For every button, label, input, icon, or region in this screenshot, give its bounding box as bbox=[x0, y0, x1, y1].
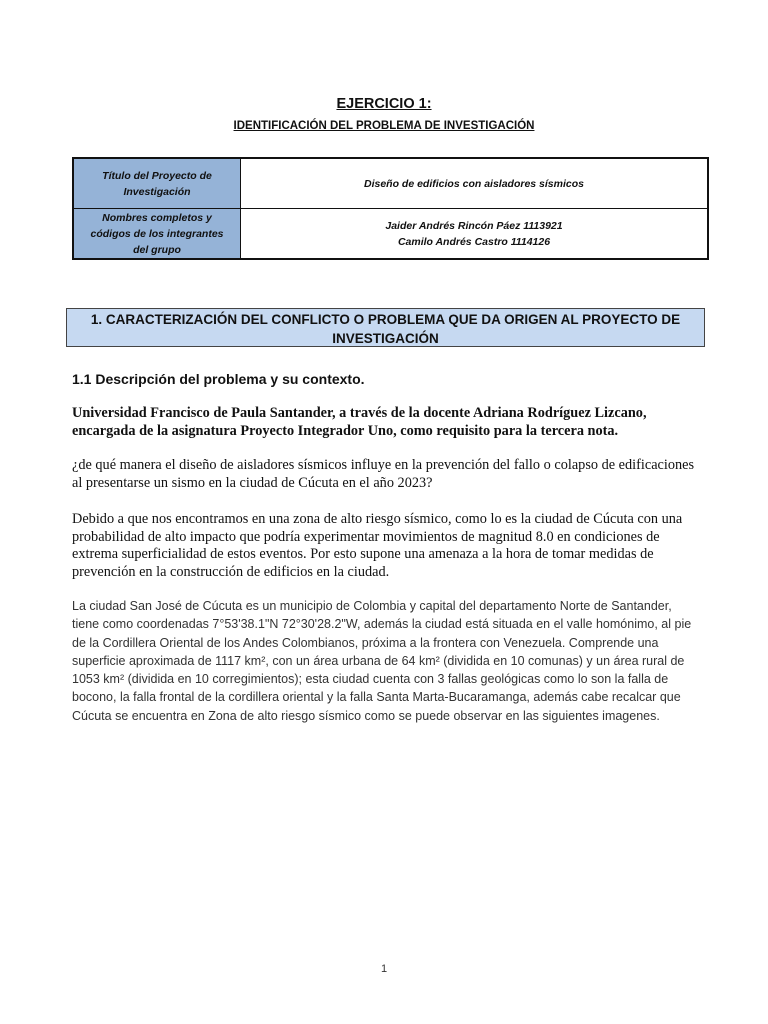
paragraph-research-question: ¿de qué manera el diseño de aisladores sísmicos influye en la prevención del fallo o colapso de edificaciones al presentarse un sismo en la ciudad de Cúcuta en el año 2023? bbox=[72, 457, 695, 491]
section-heading: 1. CARACTERIZACIÓN DEL CONFLICTO O PROBLEMA QUE DA ORIGEN AL PROYECTO DE INVESTIGACIÓN bbox=[66, 308, 705, 347]
paragraph-university: Universidad Francisco de Paula Santander, a través de la docente Adriana Rodríguez Lizcano, encargada de la asignatura Proyecto Integrador Uno, como requisito para la tercera nota. bbox=[72, 405, 647, 439]
paragraph-justification: Debido a que nos encontramos en una zona de alto riesgo sísmico, como lo es la ciudad de Cúcuta con una probabilidad de alto impacto que podría experimentar movimientos de magnitud 8.0 en condiciones de extrema superficialidad de estos eventos. Por esto supone una amenaza a la hora de tomar medidas de prevención en la construcción de edificios en la ciudad. bbox=[72, 511, 683, 580]
members-value: Jaider Andrés Rincón Páez 1113921 Camilo Andrés Castro 1114126 bbox=[241, 209, 709, 260]
page-title: EJERCICIO 1: bbox=[336, 96, 432, 112]
members-label: Nombres completos y códigos de los integrantes del grupo bbox=[73, 209, 241, 260]
page-number: 1 bbox=[380, 963, 388, 975]
page-subtitle: IDENTIFICACIÓN DEL PROBLEMA DE INVESTIGACIÓN bbox=[233, 120, 535, 132]
table-row bbox=[73, 158, 708, 209]
project-title-label: Título del Proyecto de Investigación bbox=[73, 158, 241, 209]
table-row bbox=[73, 209, 708, 260]
project-info-table bbox=[72, 157, 709, 260]
paragraph-context: La ciudad San José de Cúcuta es un municipio de Colombia y capital del departamento Norte de Santander, tiene como coordenadas 7°53'38.1"N 72°30'28.2"W, además la ciudad está situada en el valle homónimo, al pie de la Cordillera Oriental de los Andes Colombianos, próxima a la frontera con Venezuela. Comprende una superficie aproximada de 1117 km², con un área urbana de 64 km² (dividida en 10 comunas) y un área rural de 1053 km² (dividida en 10 corregimientos); esta ciudad cuenta con 3 fallas geológicas como lo son la falla de bocono, la falla frontal de la cordillera oriental y la falla Santa Marta-Bucaramanga, además cabe recalcar que Cúcuta se encuentra en Zona de alto riesgo sísmico como se puede observar en las siguientes imagenes. bbox=[72, 599, 692, 723]
subsection-heading: 1.1 Descripción del problema y su contexto. bbox=[72, 371, 365, 387]
project-title-value: Diseño de edificios con aisladores sísmicos bbox=[241, 158, 709, 209]
